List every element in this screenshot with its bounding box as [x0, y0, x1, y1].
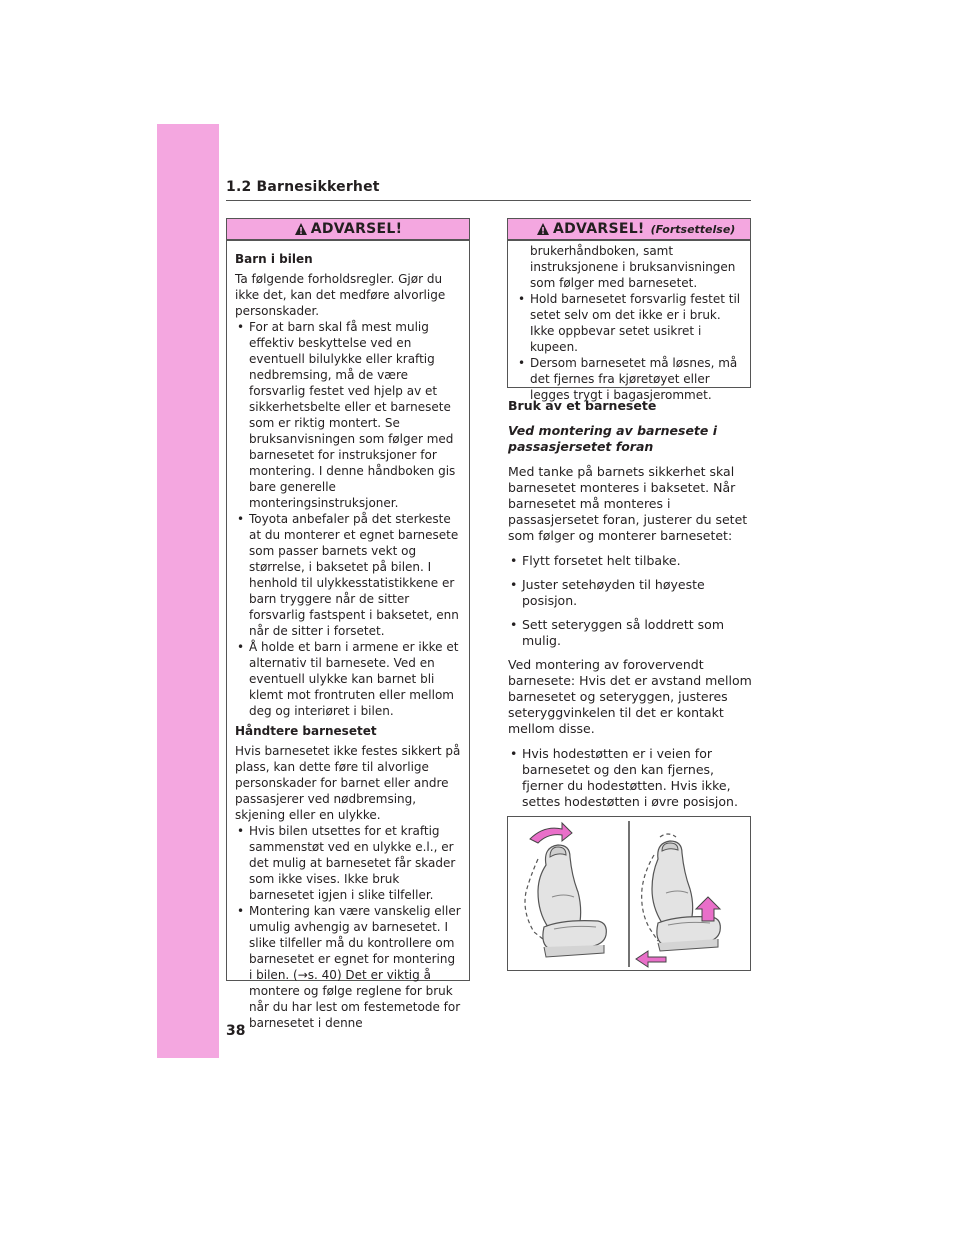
warning-header-continued	[508, 219, 750, 241]
list-item: • Å holde et barn i armene er ikke et alternativ til barnesete. Ved en eventuell ulykke kan barnet bli klemt mot frontruten eller mellom deg og interiøret i bilen.	[235, 639, 461, 719]
continued-label: (Fortsettelse)	[650, 222, 736, 236]
warning-intro-text-2: Hvis barnesetet ikke festes sikkert på plass, kan dette føre til alvorlige personskader for barnet eller andre passasjerer ved nødbremsing, skjening eller en ulykke.	[235, 744, 461, 822]
subheading-handling-child-seat: Håndtere barnesetet	[235, 724, 377, 738]
subheading-children-in-car: Barn i bilen	[235, 252, 313, 266]
seat-slide-arrow-icon	[636, 951, 666, 967]
pink-page-tab	[157, 124, 219, 1058]
warning-label: ADVARSEL!	[553, 221, 645, 237]
warning-box-left	[226, 218, 470, 1030]
warning-header	[227, 219, 469, 241]
section-heading: Bruk av et barnesete	[508, 398, 657, 413]
list-item: • Sett seteryggen så loddrett som mulig.	[508, 617, 753, 649]
section-subheading: Ved montering av barnesete i passasjersetet foran	[508, 423, 718, 454]
seat-upright-drawing	[525, 845, 606, 957]
warning-triangle-icon	[294, 222, 308, 236]
warning-intro-text: Ta følgende forholdsregler. Gjør du ikke det, kan det medføre alvorlige personskader.	[235, 272, 446, 318]
warning-box-right	[507, 218, 751, 402]
section-title: 1.2 Barnesikkerhet	[226, 179, 380, 195]
page-number: 38	[226, 1023, 246, 1039]
warning-list-1	[235, 319, 461, 719]
list-item: • Hvis bilen utsettes for et kraftig sammenstøt ved en ulykke e.l., er det mulig at barnesetet får skader som ikke vises. Ikke bruk barnesetet igjen i slike tilfeller.	[235, 823, 461, 903]
steps-list	[508, 553, 753, 649]
list-item: • Hvis hodestøtten er i veien for barnesetet og den kan fjernes, fjerner du hodestøtten. Hvis ikke, settes hodestøtten i øvre posisjon.	[508, 746, 753, 810]
body-paragraph: Ved montering av forovervendt barnesete: Hvis det er avstand mellom barnesetet og seteryggen, justeres seteryggvinkelen til det er kontakt mellom disse.	[508, 657, 752, 736]
header-divider	[226, 200, 751, 201]
list-item: • Montering kan være vanskelig eller umulig avhengig av barnesetet. I slike tilfeller må du kontrollere om barnesetet er egnet for montering i bilen. (→s. 40) Det er viktig å montere og følge reglene for bruk når du har lest om festemetode for barnesetet i denne	[235, 903, 461, 1031]
warning-label: ADVARSEL!	[310, 221, 403, 237]
warning-list-right	[516, 291, 742, 403]
list-item: • Toyota anbefaler på det sterkeste at du monterer et egnet barnesete som passer barnets vekt og størrelse, i baksetet på bilen. I henhold til ulykkesstatistikkene er barn tryggere når de sitter forsvarlig fastspent i baksetet, enn når de sitter i forsetet.	[235, 511, 461, 639]
list-item: • Dersom barnesetet må løsnes, må det fjernes fra kjøretøyet eller legges trygt i bagasjerommet.	[516, 355, 742, 403]
list-item: • Juster setehøyden til høyeste posisjon.	[508, 577, 753, 609]
warning-triangle-icon	[536, 222, 550, 236]
steps-list-2	[508, 746, 753, 810]
body-text-column	[508, 398, 753, 818]
warning-list-2	[235, 823, 461, 1031]
continued-text: brukerhåndboken, samt instruksjonene i bruksanvisningen som følger med barnesetet.	[530, 244, 736, 290]
body-paragraph: Med tanke på barnets sikkerhet skal barnesetet monteres i baksetet. Når barnesetet må monteres i passasjersetet foran, justerer du setet som følger og monterer barnesetet:	[508, 464, 748, 543]
seat-adjustment-illustration	[507, 816, 751, 971]
list-item: • Hold barnesetet forsvarlig festet til setet selv om det ikke er i bruk. Ikke oppbevar setet usikret i kupeen.	[516, 291, 742, 355]
list-item: • For at barn skal få mest mulig effektiv beskyttelse ved en eventuell bilulykke eller kraftig nedbremsing, må de være forsvarlig festet ved hjelp av et sikkerhetsbelte eller et barnesete som er riktig montert. Se bruksanvisningen som følger med barnesetet for instruksjoner for montering. I denne håndboken gis bare generelle monteringsinstruksjoner.	[235, 319, 461, 511]
seat-adjusted-drawing	[642, 834, 721, 951]
list-item: • Flytt forsetet helt tilbake.	[508, 553, 753, 569]
seat-illustration-svg	[508, 817, 750, 970]
seat-recline-arrow-icon	[530, 823, 572, 843]
